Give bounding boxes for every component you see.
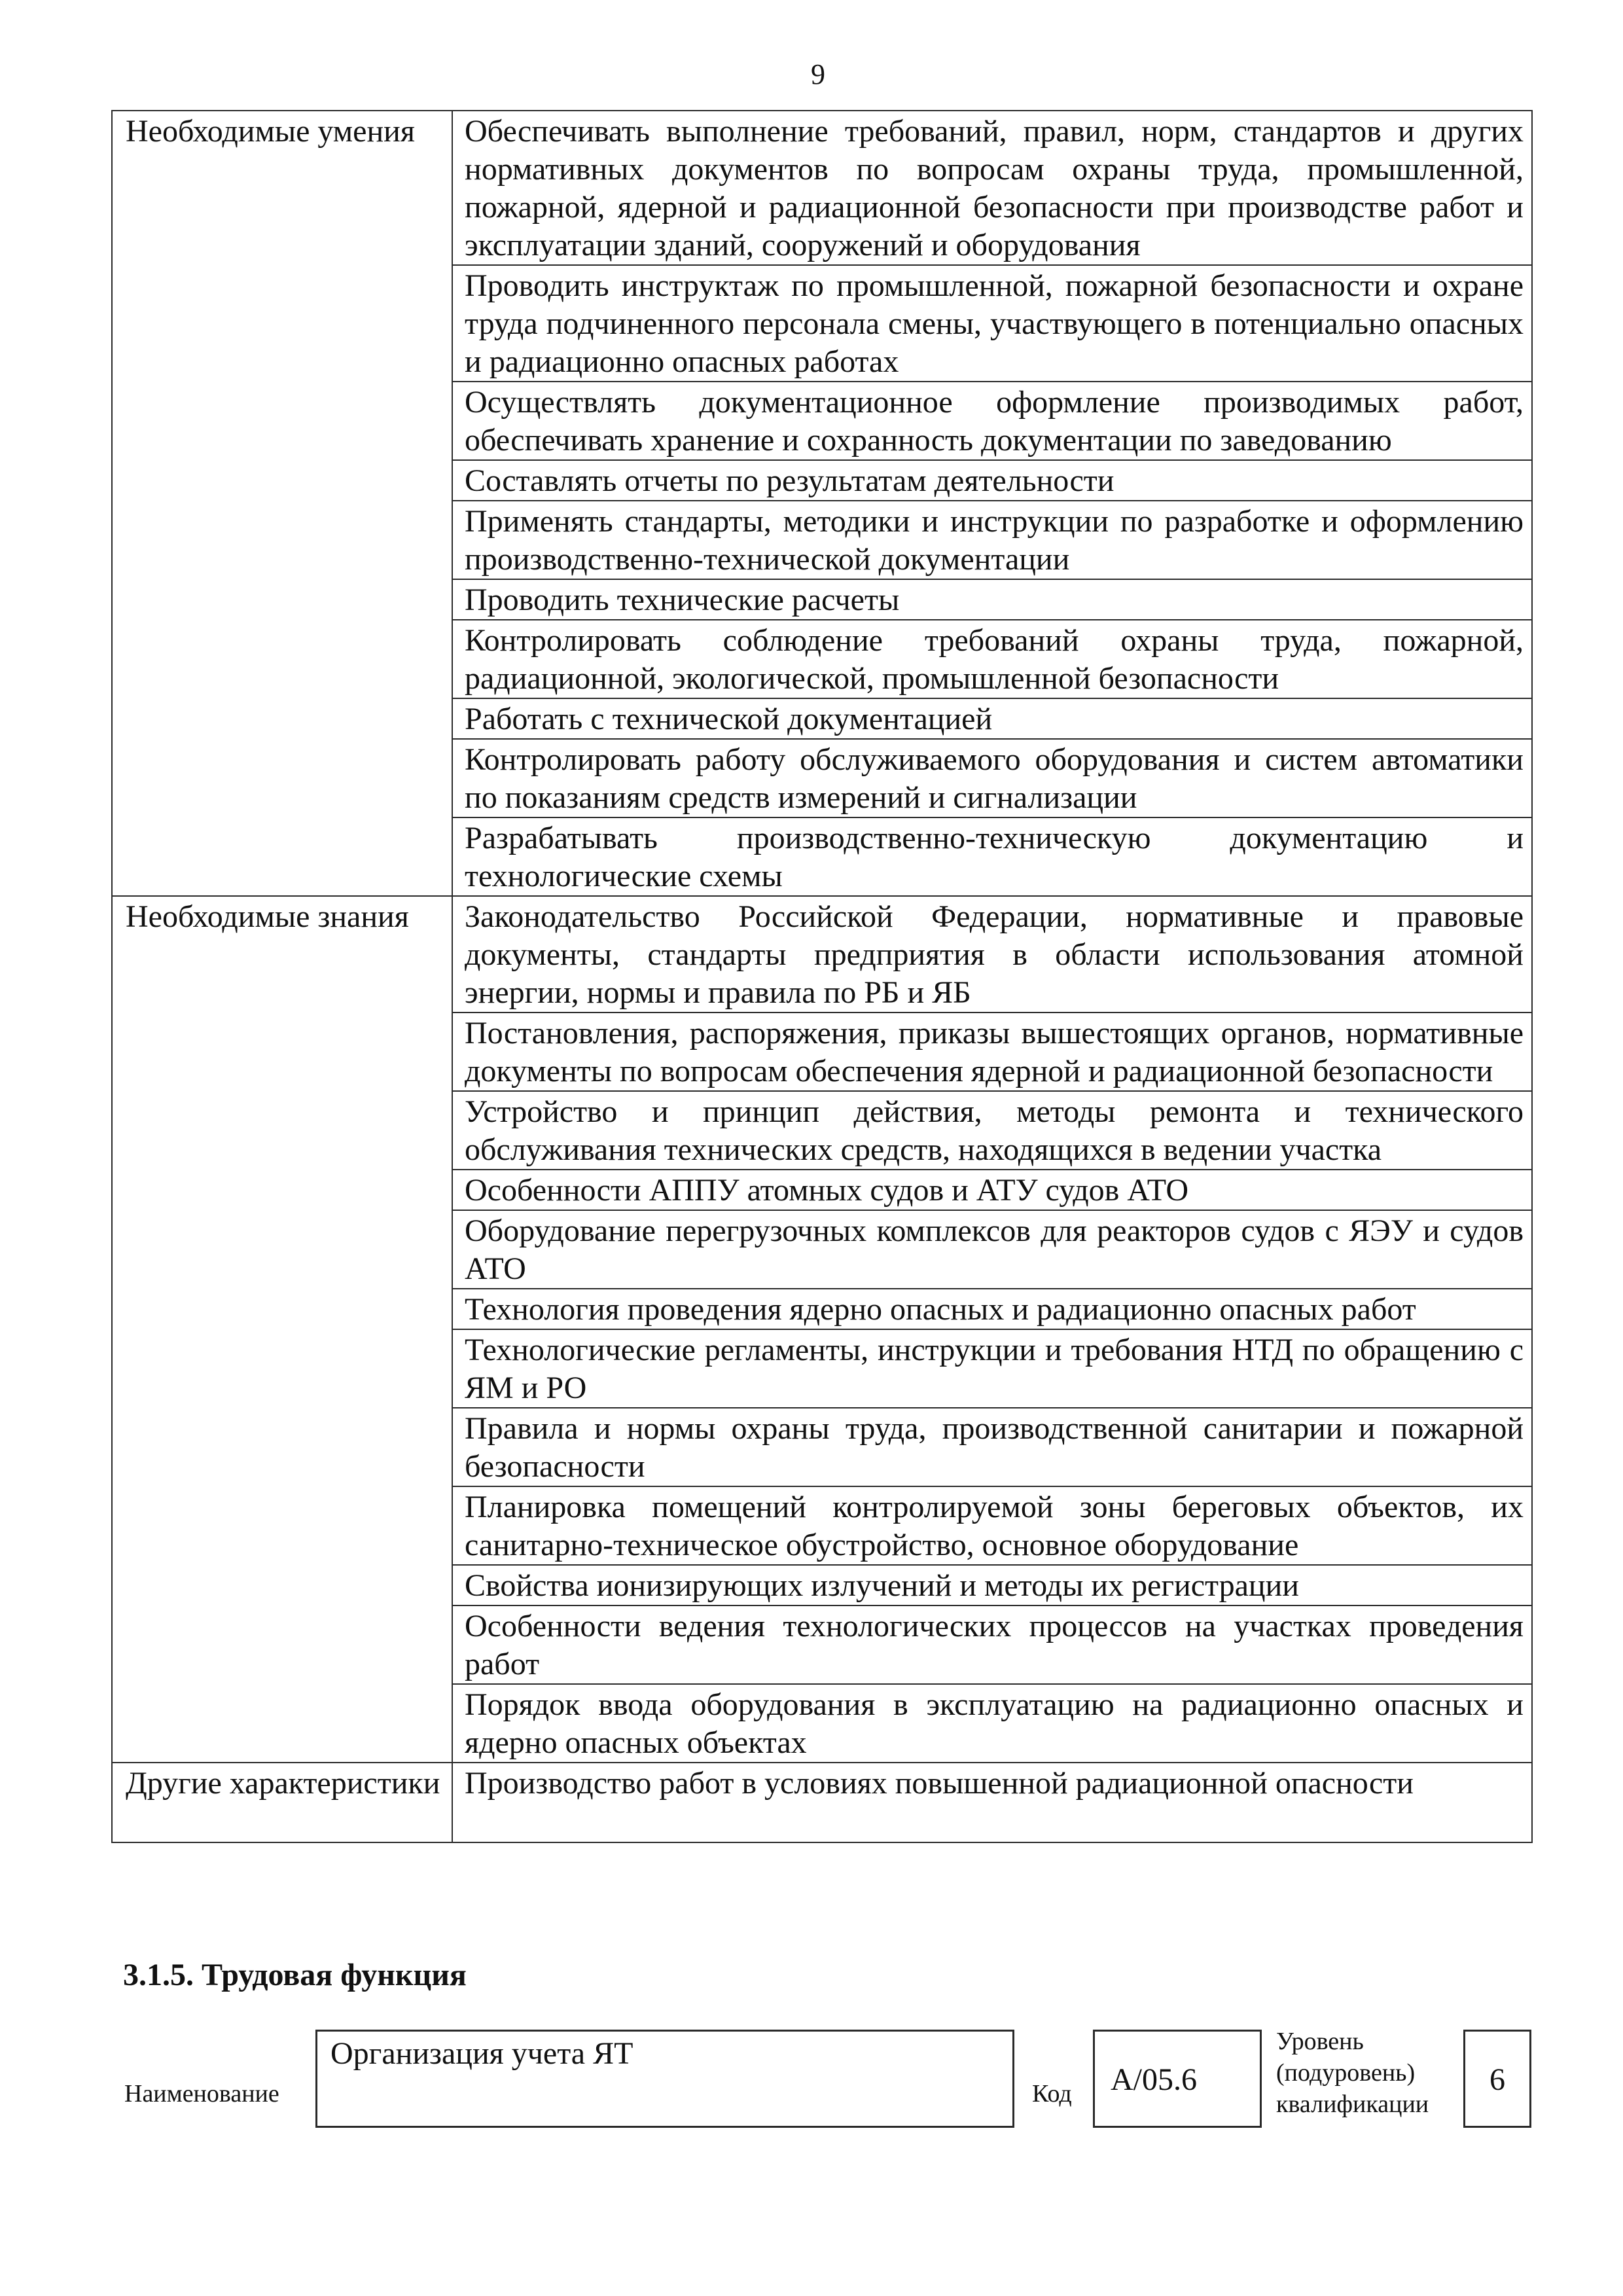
skill-item: Проводить технические расчеты: [452, 579, 1532, 620]
level-label: [1276, 2026, 1429, 2120]
skill-item: Работать с технической документацией: [452, 698, 1532, 739]
skill-item: Осуществлять документационное оформление производимых работ, обеспечивать хранение и сохранность документации по заведованию: [452, 382, 1532, 460]
table-row: [112, 896, 1532, 1013]
level-label-line: (подуровень): [1276, 2059, 1416, 2087]
knowledge-item: Правила и нормы охраны труда, производственной санитарии и пожарной безопасности: [452, 1408, 1532, 1486]
knowledge-item: Законодательство Российской Федерации, нормативные и правовые документы, стандарты предприятия в области использования атомной энергии, нормы и правила по РБ и ЯБ: [452, 896, 1532, 1013]
level-field: 6: [1463, 2030, 1531, 2128]
skill-item: Разрабатывать производственно-техническую документацию и технологические схемы: [452, 817, 1532, 896]
skill-item: Контролировать работу обслуживаемого оборудования и систем автоматики по показаниям средств измерений и сигнализации: [452, 739, 1532, 817]
skill-item: Проводить инструктаж по промышленной, пожарной безопасности и охране труда подчиненного персонала смены, участвующего в потенциально опасных и радиационно опасных работах: [452, 265, 1532, 382]
other-label: Другие характеристики: [112, 1763, 452, 1842]
page-number: 9: [811, 58, 825, 90]
code-label: Код: [1032, 2080, 1072, 2108]
function-form: [0, 2019, 1623, 2137]
knowledge-item: Технологические регламенты, инструкции и требования НТД по обращению с ЯМ и РО: [452, 1329, 1532, 1408]
name-label: Наименование: [124, 2080, 279, 2108]
knowledge-item: Особенности АППУ атомных судов и АТУ судов АТО: [452, 1170, 1532, 1210]
level-label-line: квалификации: [1276, 2090, 1429, 2118]
section-heading: 3.1.5. Трудовая функция: [123, 1958, 467, 1992]
table-row: [112, 1763, 1532, 1842]
skills-label: Необходимые умения: [112, 111, 452, 896]
knowledge-item: Устройство и принцип действия, методы ремонта и технического обслуживания технических средств, находящихся в ведении участка: [452, 1091, 1532, 1170]
knowledge-item: Постановления, распоряжения, приказы вышестоящих органов, нормативные документы по вопросам обеспечения ядерной и радиационной безопасности: [452, 1013, 1532, 1091]
table-row: [112, 111, 1532, 265]
name-field: Организация учета ЯТ: [315, 2030, 1014, 2128]
knowledge-item: Оборудование перегрузочных комплексов для реакторов судов с ЯЭУ и судов АТО: [452, 1210, 1532, 1289]
requirements-table: [111, 110, 1533, 1843]
skill-item: Контролировать соблюдение требований охраны труда, пожарной, радиационной, экологической, промышленной безопасности: [452, 620, 1532, 698]
knowledge-item: Порядок ввода оборудования в эксплуатацию на радиационно опасных и ядерно опасных объектах: [452, 1684, 1532, 1763]
knowledge-label: Необходимые знания: [112, 896, 452, 1763]
knowledge-item: Технология проведения ядерно опасных и радиационно опасных работ: [452, 1289, 1532, 1329]
knowledge-item: Особенности ведения технологических процессов на участках проведения работ: [452, 1605, 1532, 1684]
skill-item: Составлять отчеты по результатам деятельности: [452, 460, 1532, 501]
knowledge-item: Планировка помещений контролируемой зоны береговых объектов, их санитарно-техническое обустройство, основное оборудование: [452, 1486, 1532, 1565]
skill-item: Применять стандарты, методики и инструкции по разработке и оформлению производственно-технической документации: [452, 501, 1532, 579]
other-item: Производство работ в условиях повышенной радиационной опасности: [452, 1763, 1532, 1842]
skill-item: Обеспечивать выполнение требований, правил, норм, стандартов и других нормативных документов по вопросам охраны труда, промышленной, пожарной, ядерной и радиационной безопасности при производстве работ и эксплуатации зданий, сооружений и оборудования: [452, 111, 1532, 265]
knowledge-item: Свойства ионизирующих излучений и методы их регистрации: [452, 1565, 1532, 1605]
code-field: A/05.6: [1093, 2030, 1262, 2128]
level-label-line: Уровень: [1276, 2028, 1364, 2055]
